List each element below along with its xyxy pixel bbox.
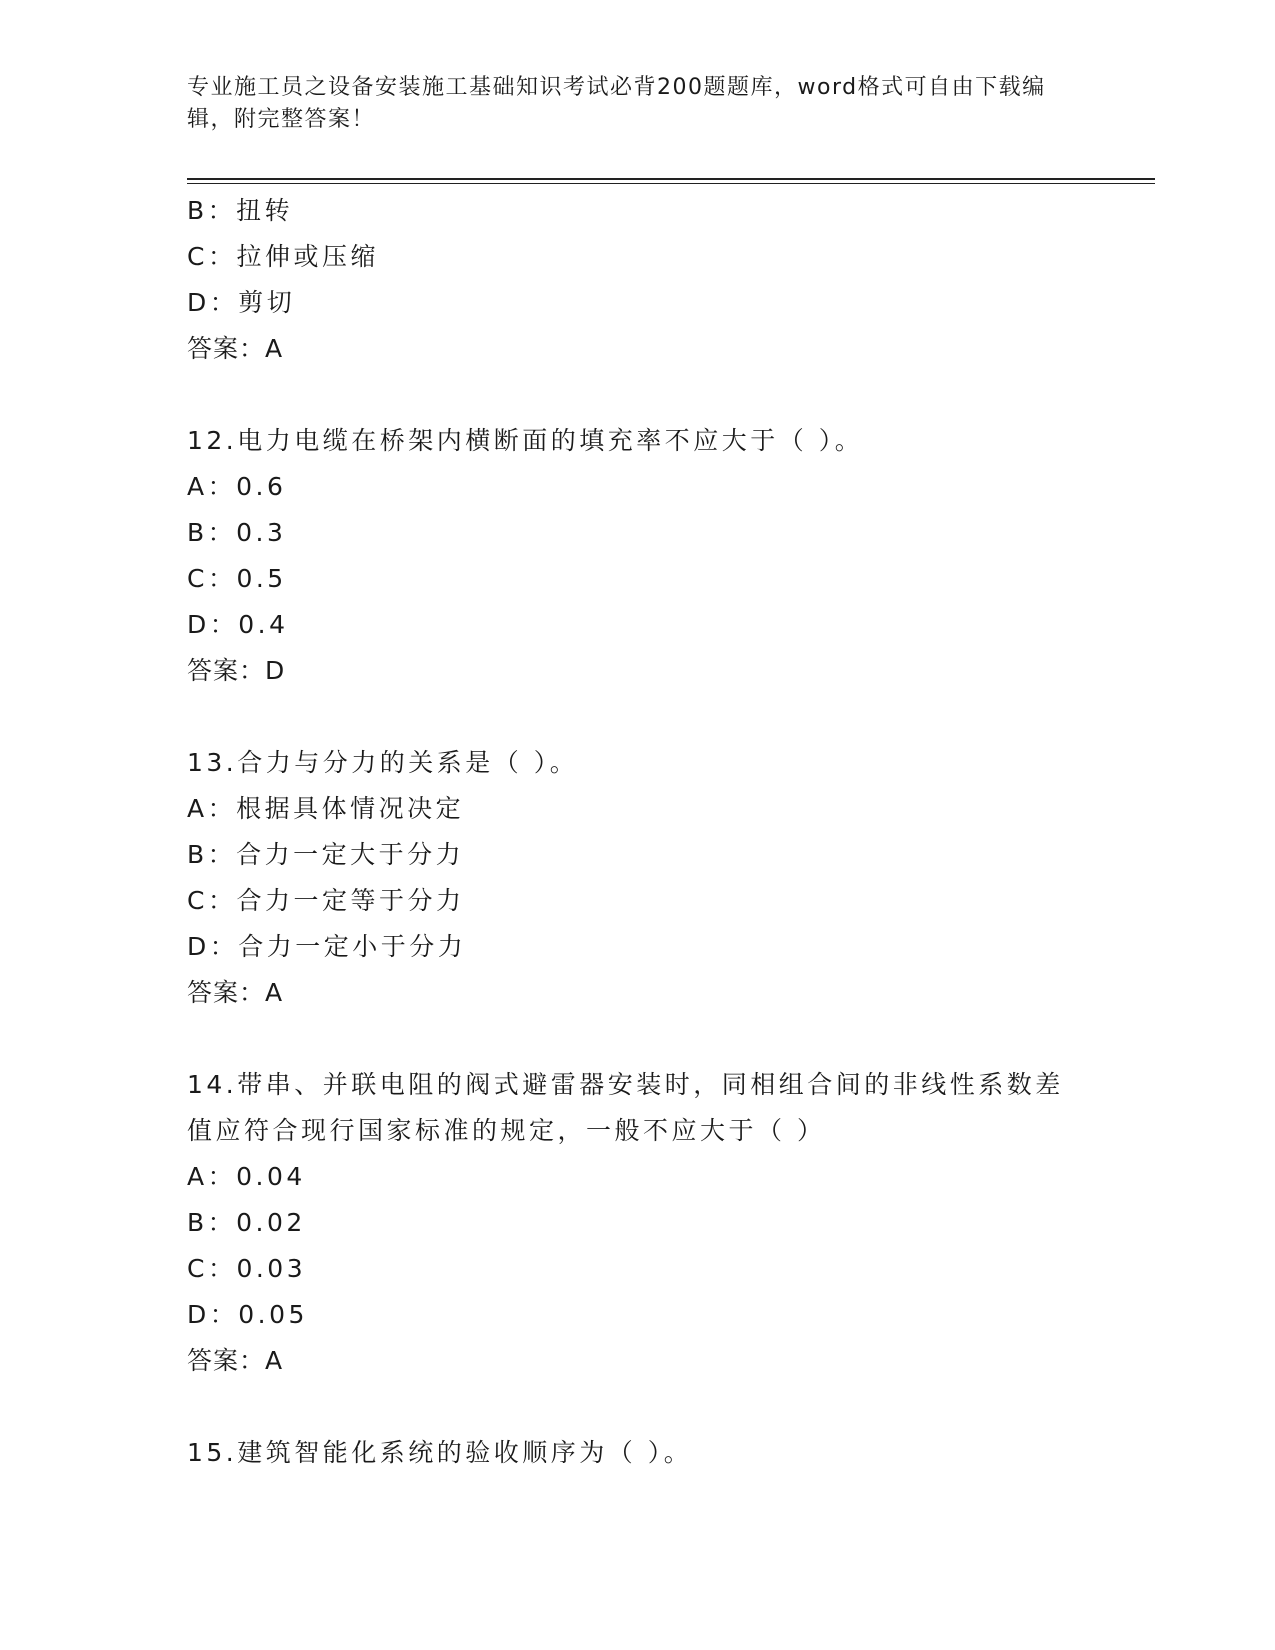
spacer	[187, 372, 1087, 418]
question-text-line-1: 14.带串、并联电阻的阀式避雷器安装时，同相组合间的非线性系数差	[187, 1070, 1064, 1099]
question-text: 13.合力与分力的关系是（ ）。	[187, 748, 579, 777]
answer-label: 答案：D	[187, 656, 286, 685]
option-d: D：合力一定小于分力	[187, 932, 467, 961]
question-13	[187, 740, 1087, 1016]
option-c: C：合力一定等于分力	[187, 886, 465, 915]
option-d: D：剪切	[187, 288, 296, 317]
option-d: D：0.4	[187, 610, 289, 639]
spacer	[187, 694, 1087, 740]
question-text: 15.建筑智能化系统的验收顺序为（ ）。	[187, 1438, 693, 1467]
answer-label: 答案：A	[187, 1346, 284, 1375]
option-a: A：根据具体情况决定	[187, 794, 465, 823]
question-11-fragment	[187, 188, 1087, 372]
option-b: B：0.02	[187, 1208, 306, 1237]
option-c: C：0.03	[187, 1254, 307, 1283]
question-text: 12.电力电缆在桥架内横断面的填充率不应大于（ ）。	[187, 426, 864, 455]
question-15	[187, 1430, 1087, 1476]
option-b: B：0.3	[187, 518, 287, 547]
answer-label: 答案：A	[187, 334, 284, 363]
spacer	[187, 1016, 1087, 1062]
question-12	[187, 418, 1087, 694]
option-a: A：0.6	[187, 472, 287, 501]
document-title: 专业施工员之设备安装施工基础知识考试必背200题题库，word格式可自由下载编辑，附完整答案！	[187, 75, 1046, 132]
option-b: B：合力一定大于分力	[187, 840, 465, 869]
header-rule-thick	[187, 178, 1155, 180]
question-14	[187, 1062, 1087, 1384]
document-header	[187, 72, 1067, 136]
spacer	[187, 1384, 1087, 1430]
option-d: D：0.05	[187, 1300, 308, 1329]
option-b: B：扭转	[187, 196, 294, 225]
option-c: C：0.5	[187, 564, 287, 593]
option-a: A：0.04	[187, 1162, 306, 1191]
question-list	[187, 188, 1087, 1476]
header-rule-thin	[187, 183, 1155, 184]
option-c: C：拉伸或压缩	[187, 242, 379, 271]
question-text-line-2: 值应符合现行国家标准的规定，一般不应大于（ ）	[187, 1116, 826, 1145]
answer-label: 答案：A	[187, 978, 284, 1007]
